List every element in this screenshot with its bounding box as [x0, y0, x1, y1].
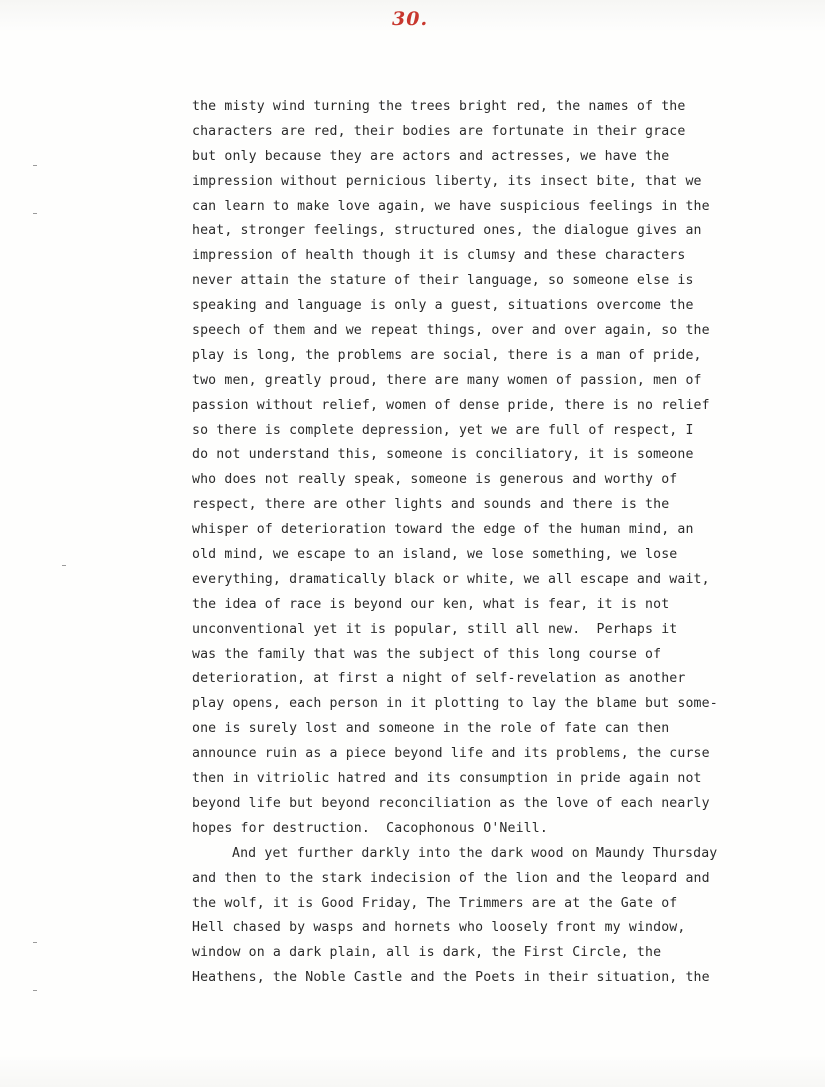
- text-line: the idea of race is beyond our ken, what is fear, it is not: [192, 596, 670, 612]
- text-line: who does not really speak, someone is generous and worthy of: [192, 472, 678, 488]
- text-line: heat, stronger feelings, structured ones, the dialogue gives an: [192, 223, 702, 239]
- text-line: play is long, the problems are social, there is a man of pride,: [192, 347, 702, 363]
- text-line: but only because they are actors and actresses, we have the: [192, 148, 670, 164]
- text-line: play opens, each person in it plotting to lay the blame but some-: [192, 696, 718, 712]
- text-line: respect, there are other lights and sounds and there is the: [192, 497, 670, 513]
- text-line: passion without relief, women of dense pride, there is no relief: [192, 397, 710, 413]
- text-line: the misty wind turning the trees bright red, the names of the: [192, 99, 686, 114]
- margin-mark: [33, 213, 37, 214]
- margin-mark: [33, 165, 37, 166]
- paragraph-start-line: And yet further darkly into the dark wood on Maundy Thursday: [232, 845, 718, 861]
- margin-mark: [33, 990, 37, 991]
- text-line: and then to the stark indecision of the lion and the leopard and: [192, 870, 710, 886]
- text-line: characters are red, their bodies are fortunate in their grace: [192, 123, 686, 139]
- text-line: two men, greatly proud, there are many women of passion, men of: [192, 372, 702, 388]
- text-line: the wolf, it is Good Friday, The Trimmers are at the Gate of: [192, 895, 678, 911]
- text-line: do not understand this, someone is conciliatory, it is someone: [192, 447, 694, 463]
- text-line: announce ruin as a piece beyond life and its problems, the curse: [192, 746, 710, 762]
- text-line: deterioration, at first a night of self-revelation as another: [192, 671, 686, 687]
- text-line: unconventional yet it is popular, still all new. Perhaps it: [192, 621, 678, 637]
- margin-mark: [33, 942, 37, 943]
- text-line: speech of them and we repeat things, over and over again, so the: [192, 323, 710, 339]
- text-line: never attain the stature of their language, so someone else is: [192, 273, 694, 289]
- text-line: speaking and language is only a guest, situations overcome the: [192, 298, 694, 314]
- text-line: impression of health though it is clumsy and these characters: [192, 248, 686, 264]
- text-line: old mind, we escape to an island, we lose something, we lose: [192, 547, 678, 563]
- text-line: beyond life but beyond reconciliation as the love of each nearly: [192, 795, 710, 811]
- text-line: everything, dramatically black or white, we all escape and wait,: [192, 571, 710, 587]
- typed-text-block: [192, 95, 752, 991]
- text-line: window on a dark plain, all is dark, the First Circle, the: [192, 945, 662, 961]
- text-line: whisper of deterioration toward the edge of the human mind, an: [192, 522, 694, 538]
- page-number: 30.: [392, 8, 429, 30]
- margin-mark: [62, 565, 66, 566]
- text-line: Heathens, the Noble Castle and the Poets in their situation, the: [192, 970, 710, 986]
- text-line: Hell chased by wasps and hornets who loosely front my window,: [192, 920, 686, 936]
- text-line: hopes for destruction. Cacophonous O'Neill.: [192, 820, 548, 836]
- text-line: so there is complete depression, yet we are full of respect, I: [192, 422, 694, 438]
- text-line: was the family that was the subject of this long course of: [192, 646, 662, 662]
- text-line: then in vitriolic hatred and its consumption in pride again not: [192, 771, 702, 787]
- text-line: one is surely lost and someone in the role of fate can then: [192, 721, 670, 737]
- text-line: impression without pernicious liberty, its insect bite, that we: [192, 173, 702, 189]
- text-line: can learn to make love again, we have suspicious feelings in the: [192, 198, 710, 214]
